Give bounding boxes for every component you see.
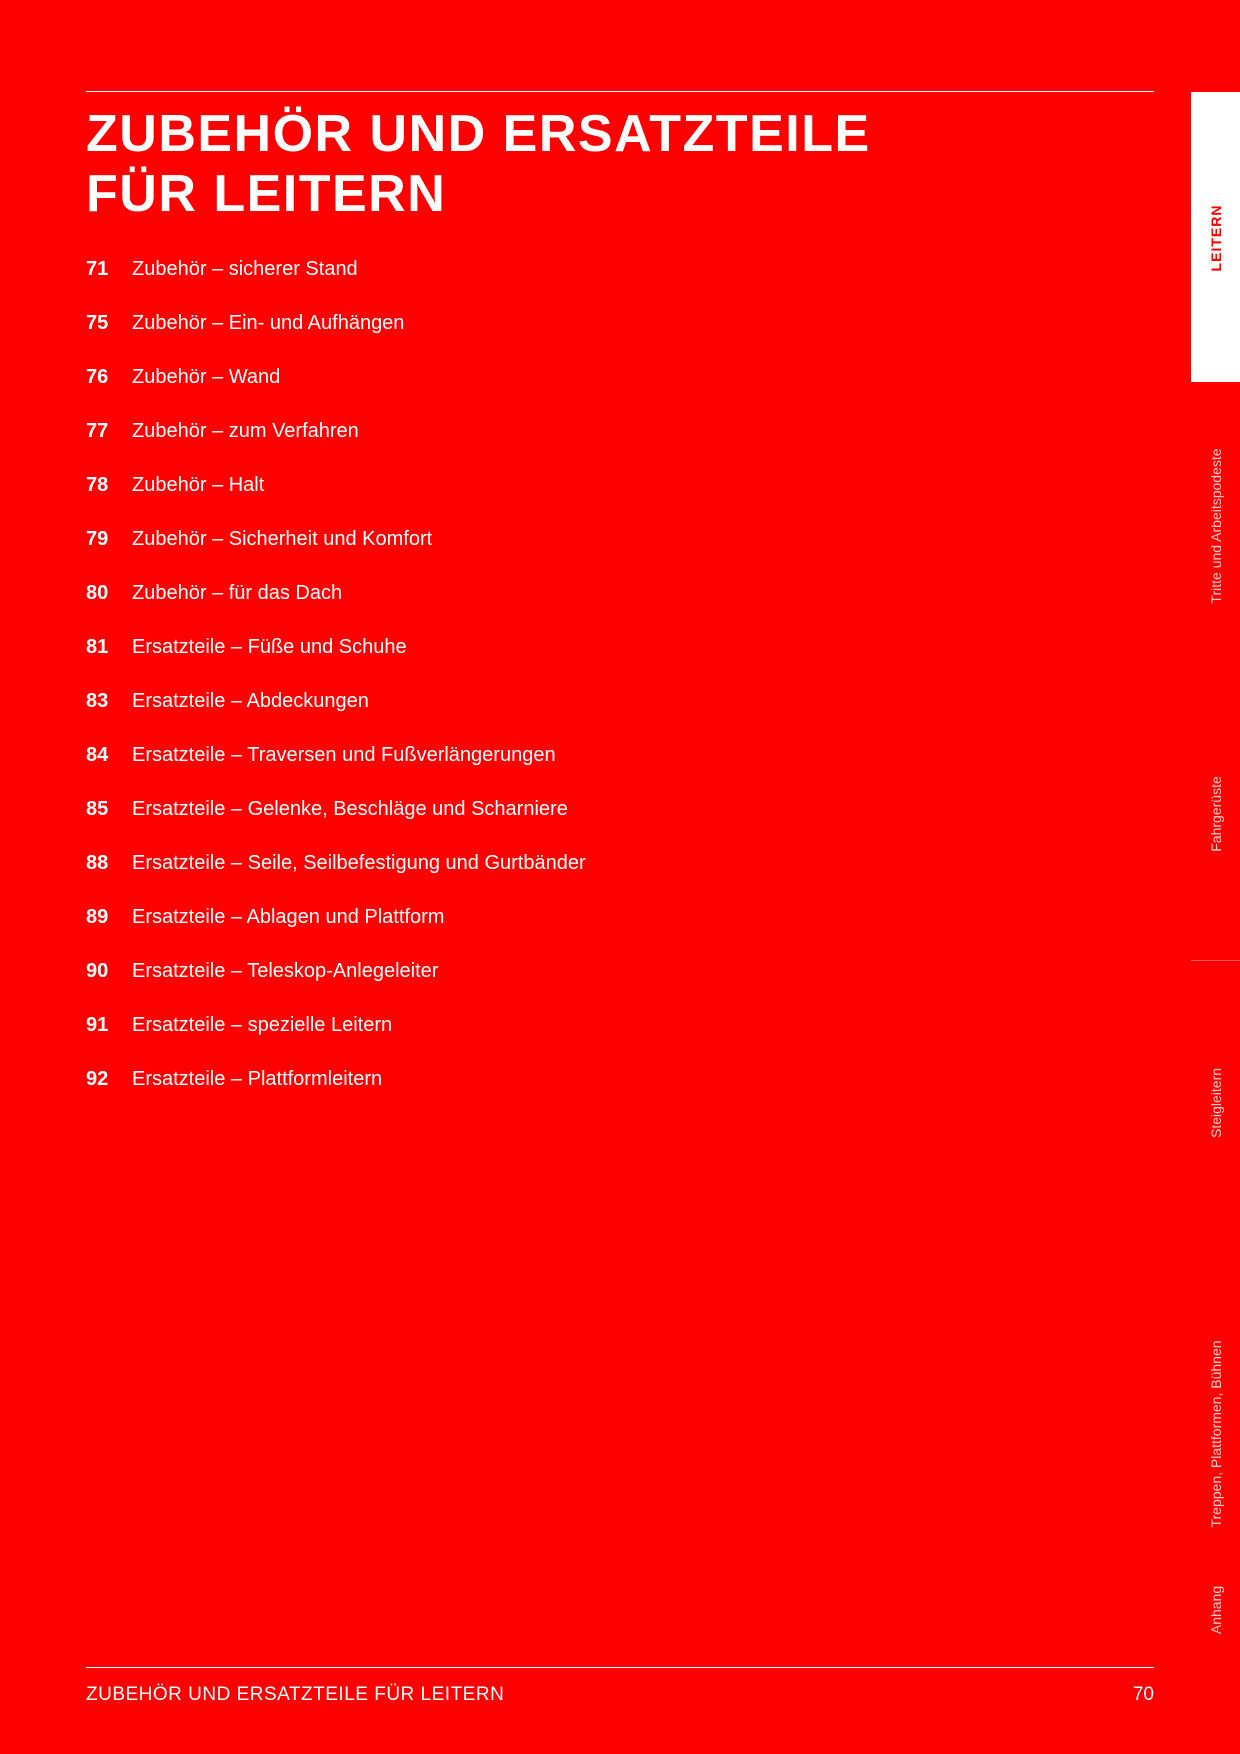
toc-page-number: 84 xyxy=(86,744,109,766)
toc-page-number: 81 xyxy=(86,636,109,658)
top-divider xyxy=(86,91,1154,92)
toc-label: Ersatzteile – Traversen und Fußverlängerungen xyxy=(132,744,556,766)
side-tab-label: Tritte und Arbeitspodeste xyxy=(1207,448,1224,604)
toc-label: Ersatzteile – Plattformleitern xyxy=(132,1068,383,1090)
side-tab-label: Fahrgerüste xyxy=(1207,776,1224,852)
side-tab-treppen[interactable] xyxy=(1191,1250,1240,1540)
toc-label: Ersatzteile – Gelenke, Beschläge und Scharniere xyxy=(132,798,568,820)
footer-page-number: 70 xyxy=(1132,1684,1154,1705)
toc-item[interactable] xyxy=(86,850,586,904)
toc-label: Zubehör – Ein- und Aufhängen xyxy=(132,312,405,334)
toc-label: Zubehör – Wand xyxy=(132,366,281,388)
toc-page-number: 91 xyxy=(86,1014,109,1036)
toc-item[interactable] xyxy=(86,310,586,364)
toc-page-number: 83 xyxy=(86,690,109,712)
toc-label: Zubehör – Halt xyxy=(132,474,265,496)
page-title-line-1: ZUBEHÖR UND ERSATZTEILE xyxy=(86,105,871,163)
side-tab-label: Treppen, Plattformen, Bühnen xyxy=(1207,1340,1224,1528)
toc-page-number: 90 xyxy=(86,960,109,982)
side-tab-fahrgerueste[interactable] xyxy=(1191,672,1240,960)
toc-page-number: 79 xyxy=(86,528,109,550)
toc-page-number: 78 xyxy=(86,474,109,496)
toc-page-number: 71 xyxy=(86,258,109,280)
toc-label: Ersatzteile – spezielle Leitern xyxy=(132,1014,393,1036)
toc-label: Zubehör – Sicherheit und Komfort xyxy=(132,528,433,550)
toc-label: Ersatzteile – Seile, Seilbefestigung und Gurtbänder xyxy=(132,852,586,874)
toc-page-number: 80 xyxy=(86,582,109,604)
toc-item[interactable] xyxy=(86,418,586,472)
toc-item[interactable] xyxy=(86,742,586,796)
toc-page-number: 76 xyxy=(86,366,109,388)
toc-label: Zubehör – für das Dach xyxy=(132,582,343,604)
toc-item[interactable] xyxy=(86,472,586,526)
side-tab-leitern[interactable] xyxy=(1191,92,1240,382)
toc-label: Ersatzteile – Ablagen und Plattform xyxy=(132,906,445,928)
toc-item[interactable] xyxy=(86,580,586,634)
toc-item[interactable] xyxy=(86,688,586,742)
page-title xyxy=(86,104,871,224)
toc-page-number: 88 xyxy=(86,852,109,874)
side-tab-label: Steigleitern xyxy=(1207,1067,1224,1139)
footer-title: ZUBEHÖR UND ERSATZTEILE FÜR LEITERN xyxy=(86,1684,505,1705)
toc-label: Zubehör – zum Verfahren xyxy=(132,420,359,442)
toc-item[interactable] xyxy=(86,364,586,418)
side-tab-label: Anhang xyxy=(1207,1585,1224,1635)
toc-label: Ersatzteile – Abdeckungen xyxy=(132,690,369,712)
toc-page-number: 85 xyxy=(86,798,109,820)
toc-item[interactable] xyxy=(86,1066,586,1120)
toc-item[interactable] xyxy=(86,526,586,580)
side-tab-anhang[interactable] xyxy=(1191,1540,1240,1660)
toc-label: Ersatzteile – Teleskop-Anlegeleiter xyxy=(132,960,439,982)
toc-item[interactable] xyxy=(86,1012,586,1066)
page-title-line-2: FÜR LEITERN xyxy=(86,165,447,223)
toc-item[interactable] xyxy=(86,958,586,1012)
toc-item[interactable] xyxy=(86,904,586,958)
toc-label: Zubehör – sicherer Stand xyxy=(132,258,358,280)
toc-item[interactable] xyxy=(86,634,586,688)
side-tab-label: LEITERN xyxy=(1207,204,1224,272)
side-tab-steigleitern[interactable] xyxy=(1191,960,1240,1251)
toc-item[interactable] xyxy=(86,796,586,850)
table-of-contents xyxy=(86,256,586,1120)
side-tab-tritte[interactable] xyxy=(1191,382,1240,672)
toc-item[interactable] xyxy=(86,256,586,310)
toc-page-number: 75 xyxy=(86,312,109,334)
toc-label: Ersatzteile – Füße und Schuhe xyxy=(132,636,407,658)
toc-page-number: 89 xyxy=(86,906,109,928)
toc-page-number: 92 xyxy=(86,1068,109,1090)
toc-page-number: 77 xyxy=(86,420,109,442)
bottom-divider xyxy=(86,1667,1154,1668)
